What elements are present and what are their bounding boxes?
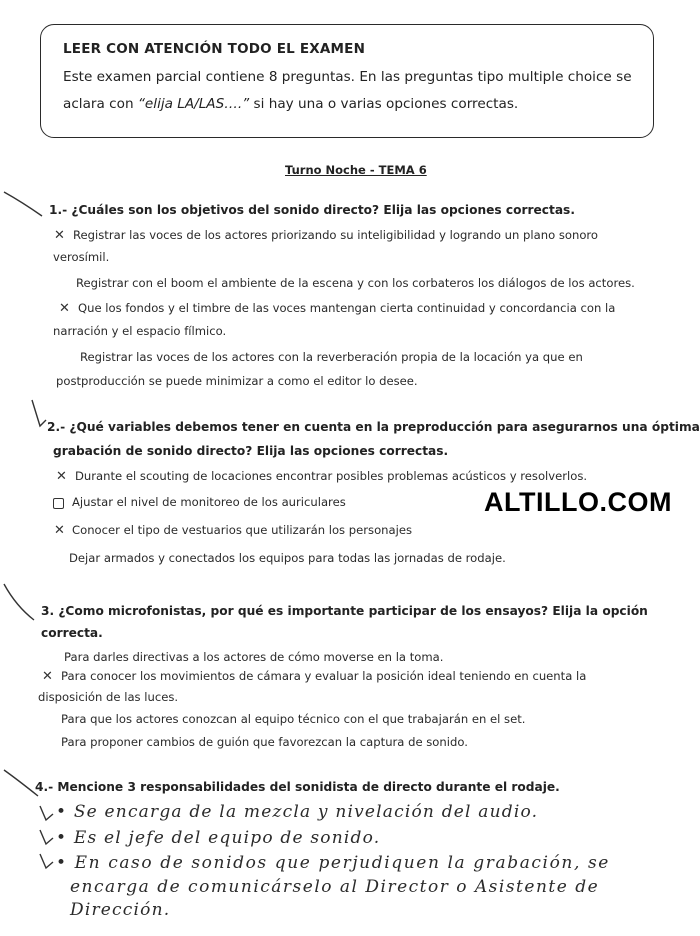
q3-option-2: Para conocer los movimientos de cámara y evaluar la posición ideal teniendo en cuenta la [61, 669, 587, 683]
handwritten-answer-1: • Se encarga de la mezcla y nivelación del audio. [56, 802, 539, 822]
instructions-line-2: aclara con “elija LA/LAS….” si hay una o varias opciones correctas. [63, 96, 519, 112]
turno-heading: Turno Noche - TEMA 6 [285, 163, 427, 177]
question-3-title-2: correcta. [41, 626, 103, 640]
empty-checkbox-icon [53, 498, 64, 509]
q3-option-1: Para darles directivas a los actores de cómo moverse en la toma. [64, 650, 444, 664]
question-2-title-2: grabación de sonido directo? Elija las opciones correctas. [53, 444, 449, 458]
q2-option-4: Dejar armados y conectados los equipos para todas las jornadas de rodaje. [69, 551, 506, 565]
q3-option-2-cont: disposición de las luces. [38, 690, 179, 704]
q2-option-3: Conocer el tipo de vestuarios que utilizarán los personajes [72, 523, 413, 537]
check-mark-q1 [2, 188, 52, 222]
q3-option-4: Para proponer cambios de guión que favorezcan la captura de sonido. [61, 735, 468, 749]
question-2-title-1: 2.- ¿Qué variables debemos tener en cuenta en la preproducción para asegurarnos una óptima [47, 420, 700, 434]
q2-option-1: Durante el scouting de locaciones encontrar posibles problemas acústicos y resolverlos. [75, 469, 588, 483]
instructions-box [40, 24, 654, 138]
q1-option-4: Registrar las voces de los actores con la reverberación propia de la locación ya que en [80, 350, 583, 364]
check-mark-answer-3 [38, 852, 58, 872]
q1-option-4-cont: postproducción se puede minimizar a como el editor lo desee. [56, 374, 418, 388]
check-mark-answer-2 [38, 828, 58, 848]
q1-option-3-cont: narración y el espacio fílmico. [53, 324, 227, 338]
q3-option-3: Para que los actores conozcan al equipo técnico con el que trabajarán en el set. [61, 712, 526, 726]
check-mark-answer-1 [38, 804, 58, 824]
handwritten-answer-3: • En caso de sonidos que perjudiquen la grabación, se [56, 853, 610, 873]
question-1-title: 1.- ¿Cuáles son los objetivos del sonido directo? Elija las opciones correctas. [49, 203, 575, 217]
q1-option-1-cont: verosímil. [53, 250, 110, 264]
x-mark-icon: ✕ [54, 228, 65, 243]
question-4-title: 4.- Mencione 3 responsabilidades del sonidista de directo durante el rodaje. [35, 780, 560, 794]
instructions-line-1: Este examen parcial contiene 8 preguntas. En las preguntas tipo multiple choice se [63, 69, 632, 85]
handwritten-answer-3-cont: encarga de comunicárselo al Director o Asistente de [70, 877, 600, 897]
altillo-watermark: ALTILLO.COM [484, 487, 672, 517]
q1-option-3: Que los fondos y el timbre de las voces mantengan cierta continuidad y concordancia con la [78, 301, 616, 315]
instructions-quote: “elija LA/LAS….” [137, 96, 250, 112]
x-mark-icon: ✕ [56, 469, 67, 484]
check-mark-q3 [0, 582, 42, 624]
question-3-title-1: 3. ¿Como microfonistas, por qué es importante participar de los ensayos? Elija la opción [41, 604, 648, 618]
x-mark-icon: ✕ [59, 301, 70, 316]
instructions-title: LEER CON ATENCIÓN TODO EL EXAMEN [63, 41, 366, 57]
q1-option-1: Registrar las voces de los actores priorizando su inteligibilidad y logrando un plano sonoro [73, 228, 599, 242]
x-mark-icon: ✕ [54, 523, 65, 538]
x-mark-icon: ✕ [42, 669, 53, 684]
handwritten-answer-3-end: Dirección. [70, 900, 171, 920]
q2-option-2: Ajustar el nivel de monitoreo de los auriculares [72, 495, 346, 509]
handwritten-answer-2: • Es el jefe del equipo de sonido. [56, 828, 381, 848]
q1-option-2: Registrar con el boom el ambiente de la escena y con los corbateros los diálogos de los actores. [76, 276, 635, 290]
